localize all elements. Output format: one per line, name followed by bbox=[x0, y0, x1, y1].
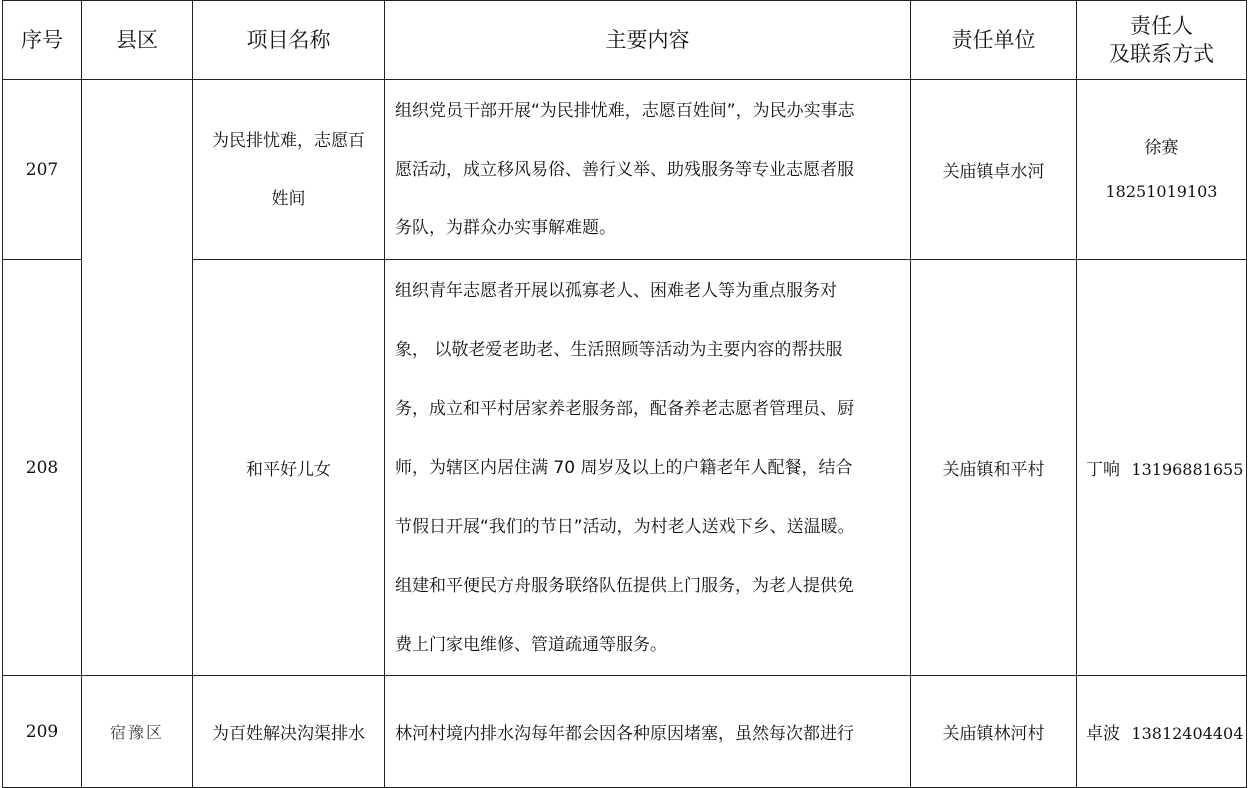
person-phone: 18251019103 bbox=[1105, 181, 1218, 201]
table-row bbox=[3, 80, 1247, 260]
row-county: 宿豫区 bbox=[82, 676, 193, 788]
content-line: 务队，为群众办实事解难题。 bbox=[395, 218, 616, 238]
row-seq: 208 bbox=[3, 260, 82, 676]
content-line: 组建和平便民方舟服务联络队伍提供上门服务，为老人提供免 bbox=[395, 576, 854, 596]
content-line: 师，为辖区内居住满 70 周岁及以上的户籍老年人配餐，结合 bbox=[395, 458, 853, 478]
header-project: 项目名称 bbox=[193, 1, 385, 80]
content-line: 林河村境内排水沟每年都会因各种原因堵塞，虽然每次都进行 bbox=[395, 724, 854, 744]
row-content bbox=[385, 260, 911, 676]
row-unit: 关庙镇卓水河 bbox=[911, 80, 1077, 260]
header-person-line1: 责任人 bbox=[1130, 14, 1193, 38]
row-person bbox=[1077, 80, 1247, 260]
row-unit: 关庙镇林河村 bbox=[911, 676, 1077, 788]
header-person-line2: 及联系方式 bbox=[1109, 42, 1214, 66]
row-seq: 209 bbox=[3, 676, 82, 788]
header-county: 县区 bbox=[82, 1, 193, 80]
content-line: 组织青年志愿者开展以孤寡老人、困难老人等为重点服务对 bbox=[395, 281, 837, 301]
row-project bbox=[193, 80, 385, 260]
row-seq: 207 bbox=[3, 80, 82, 260]
content-line: 节假日开展“我们的节日”活动，为村老人送戏下乡、送温暖。 bbox=[395, 517, 855, 537]
person-phone: 13812404404 bbox=[1131, 724, 1244, 743]
person-name: 丁响 bbox=[1086, 460, 1120, 480]
content-line: 愿活动，成立移风易俗、善行义举、助残服务等专业志愿者服 bbox=[395, 159, 854, 180]
row-person bbox=[1077, 260, 1247, 676]
row-content bbox=[385, 676, 911, 788]
row-project: 和平好儿女 bbox=[193, 260, 385, 676]
person-phone: 13196881655 bbox=[1131, 460, 1244, 479]
header-row bbox=[3, 1, 1247, 80]
content-line: 组织党员干部开展“为民排忧难，志愿百姓间”，为民办实事志 bbox=[395, 101, 855, 121]
table-row bbox=[3, 676, 1247, 788]
header-person bbox=[1077, 1, 1247, 80]
content-line: 象， 以敬老爱老助老、生活照顾等活动为主要内容的帮扶服 bbox=[395, 340, 843, 360]
row-project: 为百姓解决沟渠排水 bbox=[193, 676, 385, 788]
row-content bbox=[385, 80, 911, 260]
header-unit: 责任单位 bbox=[911, 1, 1077, 80]
project-line: 姓间 bbox=[271, 188, 306, 209]
row-person bbox=[1077, 676, 1247, 788]
content-line: 务，成立和平村居家养老服务部，配备养老志愿者管理员、厨 bbox=[395, 399, 854, 419]
content-line: 费上门家电维修、管道疏通等服务。 bbox=[395, 635, 667, 655]
person-name: 卓波 bbox=[1086, 724, 1120, 744]
header-seq: 序号 bbox=[3, 1, 82, 80]
project-line: 为民排忧难，志愿百 bbox=[212, 130, 365, 151]
header-content: 主要内容 bbox=[385, 1, 911, 80]
person-name: 徐赛 bbox=[1144, 137, 1179, 158]
row-unit: 关庙镇和平村 bbox=[911, 260, 1077, 676]
row-county bbox=[82, 80, 193, 676]
volunteer-project-table bbox=[2, 0, 1247, 788]
